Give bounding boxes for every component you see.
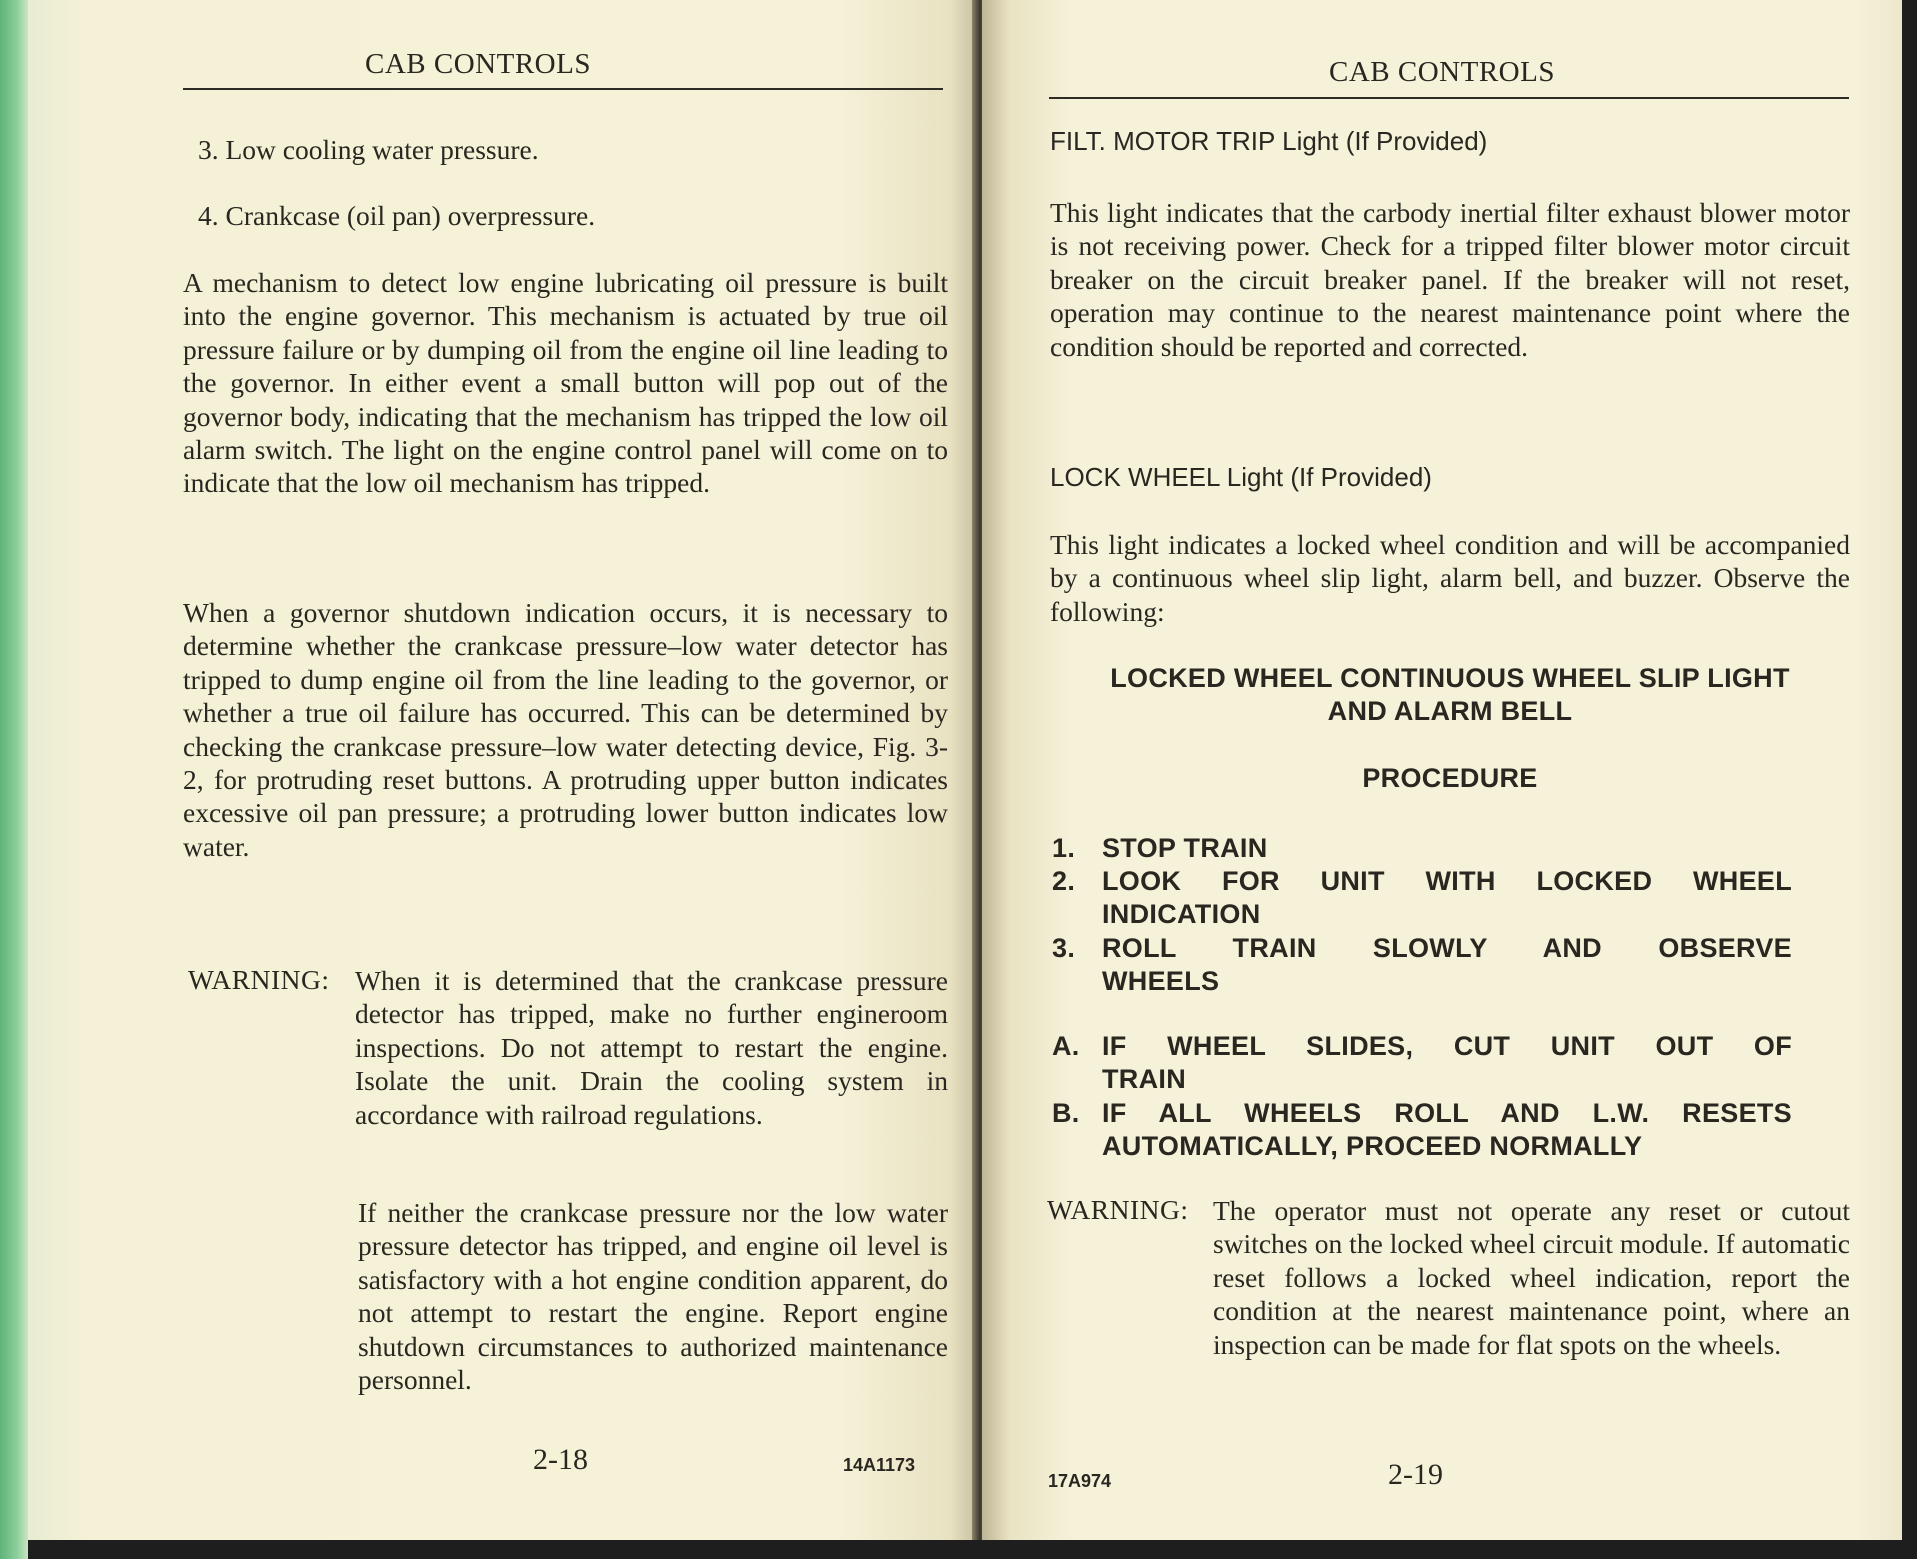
list-item-4: 4. Crankcase (oil pan) overpressure. <box>198 200 596 231</box>
header-rule <box>1049 97 1849 99</box>
book-edge <box>0 0 28 1559</box>
right-page <box>982 0 1902 1540</box>
warning-label: WARNING: <box>188 964 330 995</box>
procedure-heading-line-1: LOCKED WHEEL CONTINUOUS WHEEL SLIP LIGHT <box>1110 663 1790 693</box>
procedure-title: PROCEDURE <box>1362 763 1538 793</box>
form-code: 17A974 <box>1048 1471 1112 1491</box>
step-number: 2. <box>1052 866 1076 896</box>
paragraph-shutdown-indication: When a governor shutdown indication occurs, it is necessary to determine whether the crankcase pressure–low water detector has tripped to dump engine oil from the line leading to the governor, or whether a true oil failure has occurred. This can be determined by checking the crankcase pressure–low water detecting device, Fig. 3-2, for protruding reset buttons. A protruding upper button indicates excessive oil pan pressure; a protruding lower button indicates low water. <box>183 597 948 862</box>
step-number: 1. <box>1052 833 1076 863</box>
sub-step-letter: B. <box>1052 1098 1080 1128</box>
step-text: STOP TRAIN <box>1102 833 1268 863</box>
list-item-3: 3. Low cooling water pressure. <box>198 134 539 165</box>
step-text: ROLL TRAIN SLOWLY AND OBSERVE WHEELS <box>1102 933 1792 996</box>
form-code: 14A1173 <box>843 1455 916 1475</box>
running-head: CAB CONTROLS <box>1329 56 1555 88</box>
sub-step-letter: A. <box>1052 1031 1080 1061</box>
left-page <box>28 0 978 1540</box>
section-title-lock-wheel: LOCK WHEEL Light (If Provided) <box>1050 462 1432 492</box>
page-number: 2-19 <box>1388 1458 1443 1491</box>
procedure-heading-line-2: AND ALARM BELL <box>1327 696 1573 726</box>
warning-text: When it is determined that the crankcase pressure detector has tripped, make no further engineroom inspections. Do not attempt to restart the engine. Isolate the unit. Drain the cooling system in accordance with railroad regulations. <box>355 965 948 1130</box>
running-head: CAB CONTROLS <box>365 48 591 80</box>
section-text-filt-motor-trip: This light indicates that the carbody inertial filter exhaust blower motor is not receiving power. Check for a tripped filter blower motor circuit breaker on the circuit breaker panel. If the breaker will not reset, operation may continue to the nearest maintenance point where the condition should be reported and corrected. <box>1050 197 1850 362</box>
section-text-lock-wheel: This light indicates a locked wheel condition and will be accompanied by a continuous wheel slip light, alarm bell, and buzzer. Observe the following: <box>1050 529 1850 627</box>
warning-label: WARNING: <box>1047 1194 1189 1225</box>
header-rule <box>183 88 943 90</box>
warning-text-continued: If neither the crankcase pressure nor the low water pressure detector has tripped, and engine oil level is satisfactory with a hot engine condition apparent, do not attempt to restart the engine. Report engine shutdown circumstances to authorized maintenance personnel. <box>358 1197 948 1396</box>
paragraph-governor-mechanism: A mechanism to detect low engine lubricating oil pressure is built into the engine governor. This mechanism is actuated by true oil pressure failure or by dumping oil from the engine oil line leading to the governor. In either event a small button will pop out of the governor body, indicating that the mechanism has tripped the low oil alarm switch. The light on the engine control panel will come on to indicate that the low oil mechanism has tripped. <box>183 267 948 499</box>
sub-step-text: IF ALL WHEELS ROLL AND L.W. RESETS AUTOMATICALLY, PROCEED NORMALLY <box>1102 1098 1792 1161</box>
page-number: 2-18 <box>533 1443 588 1476</box>
step-number: 3. <box>1052 933 1076 963</box>
section-title-filt-motor-trip: FILT. MOTOR TRIP Light (If Provided) <box>1050 126 1488 156</box>
warning-text: The operator must not operate any reset or cutout switches on the locked wheel circuit module. If automatic reset follows a locked wheel indication, report the condition at the nearest maintenance point, where an inspection can be made for flat spots on the wheels. <box>1213 1195 1850 1360</box>
step-text: LOOK FOR UNIT WITH LOCKED WHEEL INDICATION <box>1102 866 1792 929</box>
sub-step-text: IF WHEEL SLIDES, CUT UNIT OUT OF TRAIN <box>1102 1031 1792 1094</box>
